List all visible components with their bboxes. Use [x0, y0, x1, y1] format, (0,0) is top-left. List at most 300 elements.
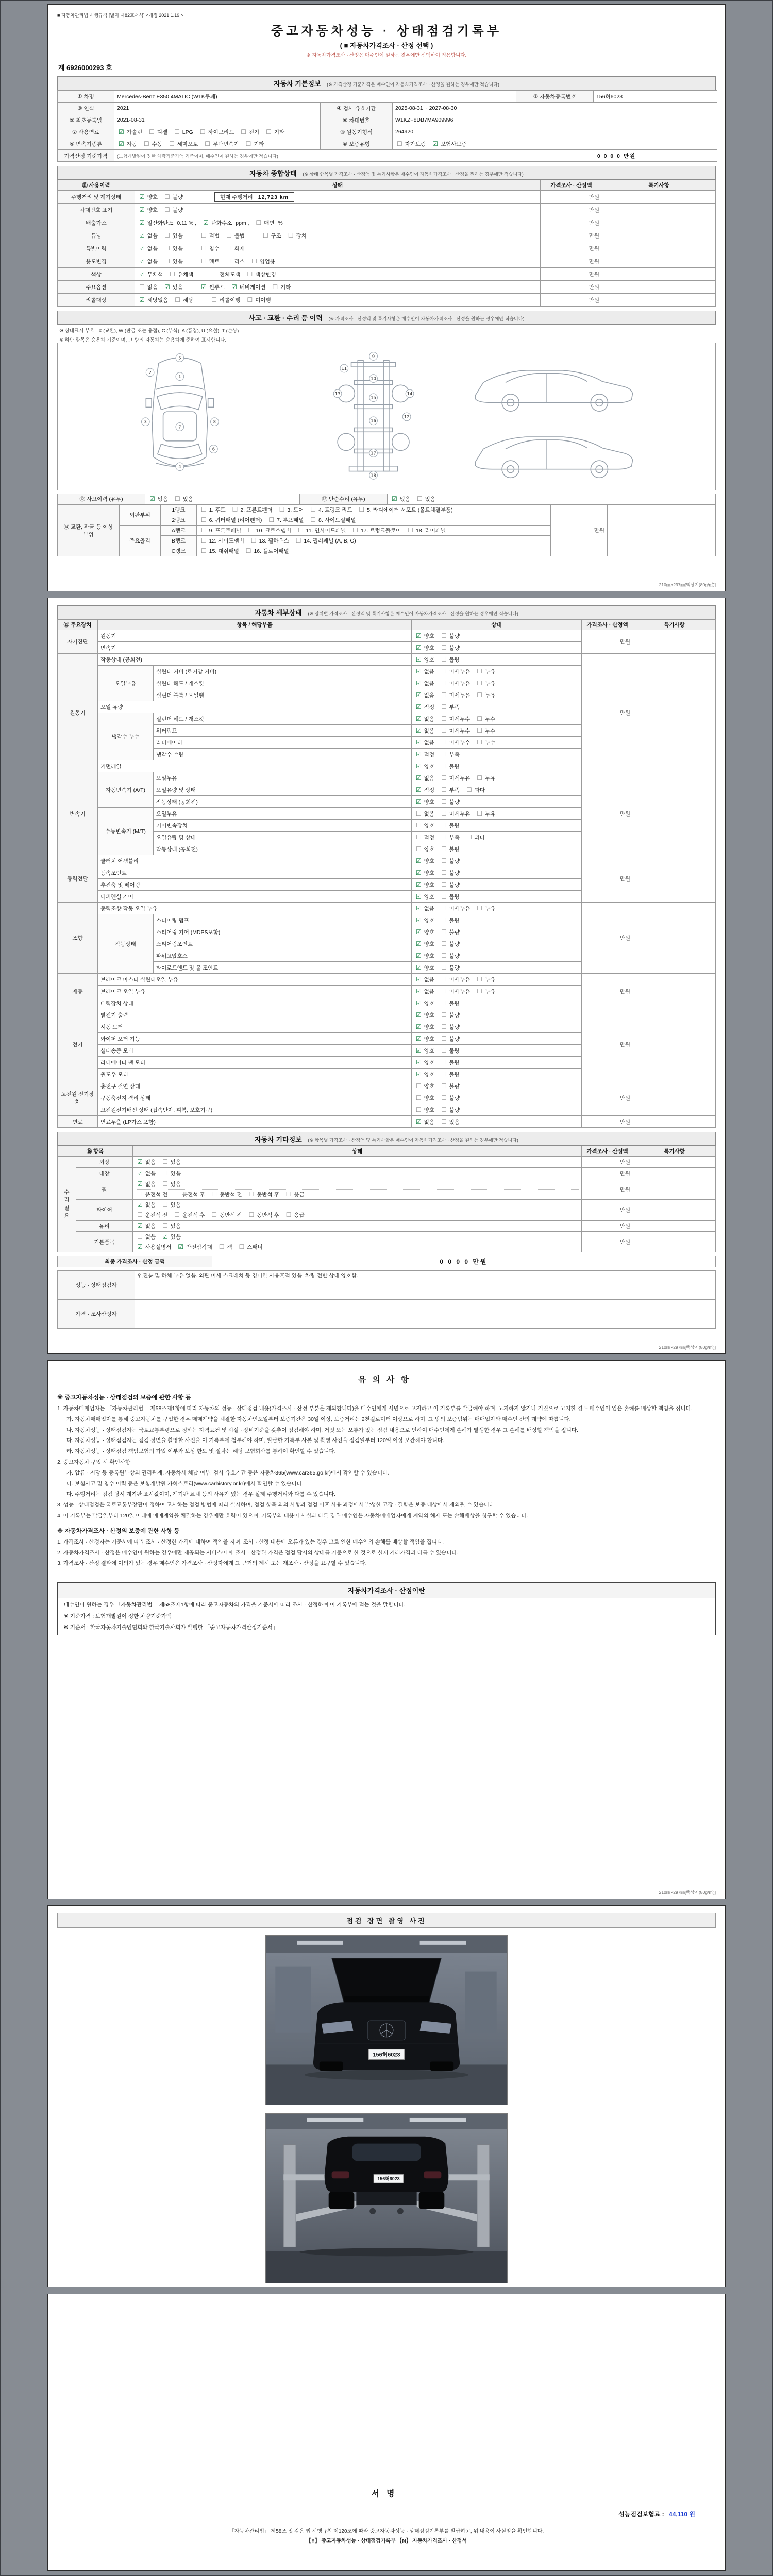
- etc-item-label: 유리: [76, 1221, 133, 1232]
- checkbox-option: ☐ 동반석 후: [248, 1211, 279, 1218]
- checkbox-checked-icon: ☑: [416, 892, 422, 900]
- overall-price-cell: 만원: [541, 191, 602, 204]
- checkbox-unchecked-icon: ☐: [477, 667, 483, 675]
- page-gap: [0, 591, 773, 598]
- overall-row-state: [135, 242, 541, 255]
- checkbox-unchecked-icon: ☐: [201, 547, 207, 554]
- checkbox-option: ☐ 응급: [285, 1211, 305, 1218]
- checkbox-unchecked-icon: ☐: [441, 667, 447, 675]
- detail-price-cell: 만원: [582, 903, 633, 974]
- final-price-table: [57, 1256, 716, 1267]
- checkbox-unchecked-icon: ☐: [174, 128, 180, 135]
- device-item-label: 추진축 및 베어링: [98, 879, 412, 891]
- detail-col-state: 상태: [412, 620, 582, 630]
- detail-remark-cell: [633, 630, 716, 654]
- checkbox-checked-icon: ☑: [416, 715, 422, 722]
- device-item-state: [412, 1045, 582, 1057]
- checkbox-unchecked-icon: ☐: [416, 821, 422, 829]
- page-2-detail: [47, 598, 726, 1354]
- checkbox-option: ☑ 없음: [392, 495, 410, 502]
- photo-section-title: 점검 장면 촬영 사진: [57, 1913, 716, 1928]
- price-assessor-label: 가격 · 조사산정자: [58, 1300, 135, 1329]
- checkbox-unchecked-icon: ☐: [241, 128, 246, 135]
- overall-row-state: [135, 191, 541, 204]
- base-price-value: 0 0 0 0 만원: [516, 150, 717, 162]
- checkbox-option: ☐ 불량: [441, 857, 460, 865]
- checkbox-unchecked-icon: ☐: [226, 231, 232, 239]
- device-item-state: [412, 701, 582, 713]
- checkbox-option: ☑ 없음: [139, 257, 158, 265]
- checkbox-unchecked-icon: ☐: [247, 296, 253, 303]
- overall-price-cell: 만원: [541, 204, 602, 216]
- notice-paragraph: 2. 중고자동차 구입 시 확인사항: [57, 1459, 131, 1465]
- etc-remark-cell: [633, 1179, 716, 1200]
- overall-remark-cell: [602, 294, 716, 307]
- device-item-label: 스티어링 펌프: [154, 914, 412, 926]
- device-group-label: 동력전달: [58, 855, 98, 903]
- checkbox-option: ☐ 있음: [162, 1222, 181, 1229]
- checkbox-unchecked-icon: ☐: [477, 904, 483, 912]
- checkbox-unchecked-icon: ☐: [164, 257, 170, 265]
- section-etc-note: (※ 항목별 가격조사 · 산정액 및 특기사항은 매수인이 자동차가격조사 · 산정을 원하는 경우에만 적습니다): [308, 1138, 518, 1143]
- device-item-state: [412, 630, 582, 642]
- detail-price-cell: 만원: [582, 772, 633, 855]
- checkbox-option: ☐ 동반석 전: [211, 1191, 242, 1198]
- detail-row: [58, 1116, 716, 1128]
- detail-row: [58, 654, 716, 666]
- device-item-state: [412, 962, 582, 974]
- etc-remark-cell: [633, 1157, 716, 1168]
- checkbox-option: ☐ 없음: [137, 1233, 156, 1240]
- pricing-definition-body: 매수인이 원하는 경우 「자동차관리법」 제58조제1항에 따라 중고자동차의 가격을 기준서에 따라 조사 · 산정하여 이 기록부에 적는 것을 말합니다.: [64, 1602, 406, 1608]
- checkbox-unchecked-icon: ☐: [466, 833, 472, 841]
- device-item-label: 실린더 헤드 / 개스킷: [154, 677, 412, 689]
- etc-item-state: [133, 1179, 582, 1200]
- checkbox-option: ☑ 자동: [119, 140, 137, 147]
- checkbox-checked-icon: ☑: [137, 1201, 143, 1208]
- device-item-state: [412, 760, 582, 772]
- checkbox-option: ☑ 없음: [139, 231, 158, 239]
- checkbox-unchecked-icon: ☐: [232, 506, 238, 513]
- checkbox-unchecked-icon: ☐: [201, 516, 207, 523]
- overall-price-cell: 만원: [541, 216, 602, 229]
- checkbox-option: ☑ 양호: [416, 643, 434, 651]
- checkbox-option: ☑ 적정: [416, 750, 434, 758]
- checkbox-option: ☐ 14. 필러패널 (A, B, C): [295, 537, 356, 544]
- checkbox-option: ☑ 없음: [137, 1180, 156, 1188]
- etc-price-cell: 만원: [582, 1232, 633, 1252]
- checkbox-checked-icon: ☑: [139, 244, 145, 252]
- checkbox-option: ☐ 응급: [285, 1191, 305, 1198]
- checkbox-option: ☐ 미세누유: [441, 904, 470, 912]
- document-subtitle: ( ■ 자동차가격조사 · 산정 선택 ): [340, 42, 433, 49]
- checkbox-unchecked-icon: ☐: [441, 643, 447, 651]
- detail-price-cell: 만원: [582, 1116, 633, 1128]
- etc-remark-cell: [633, 1200, 716, 1221]
- checkbox-checked-icon: ☑: [200, 283, 207, 291]
- checkbox-option: ☐ 불량: [441, 1106, 460, 1113]
- overall-remark-cell: [602, 204, 716, 216]
- checkbox-unchecked-icon: ☐: [239, 1243, 245, 1250]
- checkbox-option: ☐ 있음: [164, 257, 183, 265]
- device-item-state: [412, 997, 582, 1009]
- warranty-options: [393, 138, 717, 150]
- device-item-label: 오일누유: [154, 772, 412, 784]
- checkbox-option: ☑ 보험사보증: [432, 140, 467, 147]
- checkbox-option: ☐ 불량: [441, 1035, 460, 1042]
- detail-col-remark: 특기사항: [633, 620, 716, 630]
- checkbox-unchecked-icon: ☐: [477, 726, 483, 734]
- checkbox-option: ☐ 없음: [139, 283, 158, 291]
- checkbox-option: ☑ 양호: [416, 1011, 434, 1019]
- checkbox-unchecked-icon: ☐: [441, 1023, 447, 1030]
- checkbox-option: ☐ 하이브리드: [199, 128, 234, 135]
- checkbox-option: ☐ 11. 인사이드패널: [298, 527, 346, 534]
- overall-state-table: [57, 180, 716, 307]
- rank-label: 1랭크: [161, 505, 197, 515]
- device-item-state: [412, 938, 582, 950]
- device-item-state: [412, 879, 582, 891]
- device-item-state: [412, 914, 582, 926]
- checkbox-option: ☐ 전체도색: [211, 270, 241, 278]
- overall-row: [58, 242, 716, 255]
- detail-price-cell: 만원: [582, 630, 633, 654]
- checkbox-option: ☑ 양호: [416, 632, 434, 639]
- device-item-state: [412, 1092, 582, 1104]
- overall-row-label: 튜닝: [58, 229, 135, 242]
- checkbox-unchecked-icon: ☐: [441, 845, 447, 853]
- checkbox-option: ☐ 무단변속기: [205, 140, 239, 147]
- etc-item-label: 기본품목: [76, 1232, 133, 1252]
- checkbox-checked-icon: ☑: [139, 231, 145, 239]
- insurance-fee-line: [57, 2510, 695, 2518]
- performance-inspector-opinion: 엔진룸 및 하체 누유 없음. 외판 미세 스크래치 등 경미한 사용흔적 있음. 차량 전반 상태 양호함.: [135, 1271, 716, 1300]
- notice-paragraph: 나. 자동차성능 · 상태점검자는 국토교통부령으로 정하는 자격요건 및 시설 · 장비기준을 갖추어 점검해야 하며, 거짓 또는 오류가 있는 점검 내용으로 인하여 매수인에게 손해가 발생한 경우 그 손해를 배상할 책임을 집니다.: [66, 1427, 578, 1433]
- checkbox-option: ☑ 양호: [416, 1035, 434, 1042]
- checkbox-option: ☐ 적정: [416, 833, 434, 841]
- checkbox-checked-icon: ☑: [416, 691, 422, 699]
- device-item-state: [412, 1080, 582, 1092]
- device-item-label: 냉각수 수량: [154, 749, 412, 760]
- checkbox-option: ☐ 불량: [441, 821, 460, 829]
- device-item-state: [412, 725, 582, 737]
- device-group-label: 자기진단: [58, 630, 98, 654]
- checkbox-option: ☑ 양호: [416, 869, 434, 876]
- checkbox-option: ☑ 양호: [416, 916, 434, 924]
- panel-group-label: 외판부위: [120, 505, 161, 526]
- checkbox-unchecked-icon: ☐: [295, 537, 301, 544]
- checkbox-option: ☐ 부족: [441, 833, 460, 841]
- device-item-label: 브레이크 오일 누유: [98, 986, 412, 997]
- checkbox-option: ☐ 2. 프론트펜더: [232, 506, 273, 513]
- overall-row-label: 차대번호 표기: [58, 204, 135, 216]
- checkbox-checked-icon: ☑: [416, 1046, 422, 1054]
- etc-remark-cell: [633, 1221, 716, 1232]
- notice-title: 유의사항: [358, 1376, 415, 1384]
- detail-row: [58, 772, 716, 784]
- simple-repair-label: ⑬ 단순수리 (유무): [300, 494, 388, 504]
- detail-price-cell: 만원: [582, 974, 633, 1009]
- checkbox-option: ☑ 없음: [416, 726, 434, 734]
- checkbox-option: ☐ 매연 %: [256, 218, 283, 226]
- repair-needed-label: 수리필요: [58, 1157, 76, 1252]
- checkbox-option: ☑ 양호: [139, 206, 158, 213]
- checkbox-unchecked-icon: ☐: [441, 987, 447, 995]
- overall-row-label: 색상: [58, 268, 135, 281]
- checkbox-option: ☐ 구조: [262, 231, 281, 239]
- checkbox-unchecked-icon: ☐: [268, 516, 275, 523]
- etc-remark-cell: [633, 1232, 716, 1252]
- diagram-number-label: 14: [407, 391, 413, 396]
- checkbox-option: ☐ 양호: [416, 1094, 434, 1101]
- checkbox-checked-icon: ☑: [137, 1222, 143, 1229]
- device-item-label: 작동상태 (공회전): [154, 796, 412, 808]
- overall-row-label: 주요옵션: [58, 281, 135, 294]
- checkbox-option: ☐ 양호: [416, 821, 434, 829]
- overall-row: [58, 294, 716, 307]
- checkbox-option: ☐ 미세누유: [441, 975, 470, 983]
- diagram-number-label: 17: [371, 450, 376, 456]
- page-5-signature: [47, 2294, 726, 2571]
- checkbox-checked-icon: ☑: [416, 952, 422, 959]
- device-group-label: 연료: [58, 1116, 98, 1128]
- checkbox-option: ☐ 누유: [477, 975, 496, 983]
- page-gap: [0, 2287, 773, 2294]
- checkbox-unchecked-icon: ☐: [441, 963, 447, 971]
- price-assessor-opinion: [135, 1300, 716, 1329]
- checkbox-checked-icon: ☑: [164, 283, 170, 291]
- checkbox-unchecked-icon: ☐: [170, 270, 175, 278]
- checkbox-unchecked-icon: ☐: [262, 231, 268, 239]
- checkbox-checked-icon: ☑: [416, 738, 422, 746]
- checkbox-unchecked-icon: ☐: [226, 257, 232, 265]
- base-price-note: (보험개발원이 정한 차량기준가액 기준이며, 매수인이 원하는 경우에만 적습니다): [114, 150, 516, 162]
- diagram-number-label: 3: [144, 419, 147, 425]
- checkbox-unchecked-icon: ☐: [288, 231, 294, 239]
- checkbox-option: ☐ 렌트: [200, 257, 220, 265]
- checkbox-unchecked-icon: ☐: [441, 715, 447, 722]
- checkbox-option: ☐ 17. 트렁크플로어: [352, 527, 401, 534]
- overall-row-state: [135, 216, 541, 229]
- checkbox-unchecked-icon: ☐: [164, 206, 170, 213]
- device-item-state: [412, 737, 582, 749]
- checkbox-checked-icon: ☑: [203, 218, 209, 226]
- detail-row: [58, 630, 716, 642]
- checkbox-unchecked-icon: ☐: [200, 231, 207, 239]
- checkbox-unchecked-icon: ☐: [219, 1243, 225, 1250]
- diagram-number-label: 8: [213, 419, 216, 425]
- checkbox-checked-icon: ☑: [137, 1170, 143, 1177]
- overall-row: [58, 268, 716, 281]
- checkbox-option: ☐ 불량: [441, 999, 460, 1007]
- checkbox-option: ☑ 없음: [416, 679, 434, 687]
- checkbox-checked-icon: ☑: [416, 916, 422, 924]
- device-item-state: [412, 1057, 582, 1069]
- detail-row: [58, 974, 716, 986]
- checkbox-unchecked-icon: ☐: [162, 1222, 168, 1229]
- car-name-label: ① 차명: [58, 91, 114, 103]
- page-gap: [0, 1899, 773, 1905]
- checkbox-option: ☐ 9. 프론트패널: [201, 527, 242, 534]
- checkbox-option: ☐ 5. 라디에이터 서포트 (볼트체결부품): [359, 506, 453, 513]
- detail-col-price: 가격조사 · 산정액: [582, 620, 633, 630]
- etc-item-positions: [137, 1210, 579, 1219]
- checkbox-checked-icon: ☑: [119, 128, 124, 135]
- notice-paragraph: 가. 압류 · 저당 등 등록원부상의 권리관계, 자동차세 체납 여부, 검사 유효기간 등은 자동차365(www.car365.go.kr)에서 확인할 수 있습니다.: [66, 1469, 390, 1476]
- device-item-label: 오일 유량: [98, 701, 412, 713]
- device-item-state: [412, 713, 582, 725]
- checkbox-option: ☐ 있음: [162, 1201, 181, 1208]
- checkbox-unchecked-icon: ☐: [441, 857, 447, 865]
- checkbox-checked-icon: ☑: [416, 904, 422, 912]
- checkbox-unchecked-icon: ☐: [441, 1082, 447, 1090]
- checkbox-unchecked-icon: ☐: [441, 679, 447, 687]
- etc-item-positions: [137, 1189, 579, 1198]
- section-basic-title: 자동차 기본정보: [274, 80, 321, 88]
- checkbox-option: ☑ 있음: [164, 283, 183, 291]
- pricing-definition-line1: ※ 기준가격 : 보험개발원이 정한 차량기준가액: [64, 1613, 172, 1619]
- checkbox-option: ☐ 13. 휠하우스: [250, 537, 289, 544]
- checkbox-option: ☑ 없음: [137, 1170, 156, 1177]
- checkbox-unchecked-icon: ☐: [477, 987, 483, 995]
- rear-license-plate: 156허6023: [377, 2176, 400, 2182]
- detail-remark-cell: [633, 1116, 716, 1128]
- checkbox-option: ☐ 누수: [477, 715, 496, 722]
- page-size-note: 210㎜×297㎜[백상지(80g/㎡)]: [659, 582, 716, 587]
- checkbox-option: ☑ 양호: [416, 1058, 434, 1066]
- checkbox-option: ☑ 없음: [416, 691, 434, 699]
- diagram-number-label: 7: [178, 424, 181, 430]
- etc-item-label: 외장: [76, 1157, 133, 1168]
- detail-remark-cell: [633, 974, 716, 1009]
- etc-item-state: [133, 1157, 582, 1168]
- checkbox-unchecked-icon: ☐: [200, 257, 207, 265]
- device-item-state: [412, 820, 582, 832]
- checkbox-option: ☐ 누유: [477, 774, 496, 782]
- checkbox-option: ☐ 동반석 후: [248, 1191, 279, 1198]
- checkbox-checked-icon: ☑: [432, 140, 439, 147]
- etc-row: [58, 1232, 716, 1252]
- section-overall-title: 자동차 종합상태: [249, 170, 297, 177]
- year-value: 2021: [114, 103, 321, 114]
- overall-row-label: 배출가스: [58, 216, 135, 229]
- pricing-definition-line2: ※ 기준서 : 한국자동차기술인협회와 한국기술사회가 발행한 「중고자동차가격산정기준서」: [64, 1624, 278, 1631]
- checkbox-option: ☐ 불량: [441, 952, 460, 959]
- etc-price-cell: 만원: [582, 1179, 633, 1200]
- checkbox-unchecked-icon: ☐: [211, 1211, 217, 1218]
- checkbox-option: ☐ 불량: [441, 940, 460, 947]
- checkbox-option: ☑ 탄화수소 ppm ,: [203, 218, 249, 226]
- detail-price-cell: 만원: [582, 654, 633, 772]
- checkbox-unchecked-icon: ☐: [310, 516, 316, 523]
- device-item-label: 스티어링조인트: [154, 938, 412, 950]
- device-item-state: [412, 689, 582, 701]
- checkbox-option: ☐ 미세누유: [441, 691, 470, 699]
- device-item-state: [412, 749, 582, 760]
- etc-col-item: ⑯ 항목: [58, 1146, 133, 1157]
- device-item-label: 타이로드엔드 및 볼 조인트: [154, 962, 412, 974]
- car-sideview-left-diagram: [475, 370, 632, 411]
- section-accident-header: [57, 311, 716, 325]
- overall-row-state: [135, 229, 541, 242]
- device-item-label: 충전구 절연 상태: [98, 1080, 412, 1092]
- detail-state-table: [57, 619, 716, 1128]
- etc-row: [58, 1157, 716, 1168]
- overall-row: [58, 281, 716, 294]
- checkbox-unchecked-icon: ☐: [441, 1058, 447, 1066]
- checkbox-option: ☑ 양호: [416, 1046, 434, 1054]
- form-reference: ■ 자동차관리법 시행규칙 [별지 제82호서식] <개정 2021.1.19.>: [57, 13, 183, 18]
- checkbox-checked-icon: ☑: [416, 762, 422, 770]
- device-item-state: [412, 1104, 582, 1116]
- device-item-state: [412, 642, 582, 654]
- exchange-remark-cell: [608, 505, 716, 556]
- checkbox-checked-icon: ☑: [416, 963, 422, 971]
- checkbox-unchecked-icon: ☐: [149, 128, 155, 135]
- checkbox-option: ☑ 없음: [416, 975, 434, 983]
- transmission-label: ⑨ 변속기종류: [58, 138, 114, 150]
- overall-remark-cell: [602, 281, 716, 294]
- checkbox-unchecked-icon: ☐: [416, 495, 423, 502]
- checkbox-unchecked-icon: ☐: [416, 845, 422, 853]
- checkbox-option: ☐ 불량: [441, 643, 460, 651]
- notice-section1-body: [57, 1404, 716, 1520]
- etc-price-cell: 만원: [582, 1168, 633, 1179]
- checkbox-option: ☑ 없음: [139, 244, 158, 252]
- checkbox-checked-icon: ☑: [162, 1233, 168, 1240]
- device-item-label: 연료누출 (LP가스 포함): [98, 1116, 412, 1128]
- checkbox-checked-icon: ☑: [137, 1243, 143, 1250]
- checkbox-unchecked-icon: ☐: [441, 703, 447, 710]
- device-item-state: [412, 855, 582, 867]
- checkbox-checked-icon: ☑: [231, 283, 237, 291]
- overall-col-state: 상태: [135, 180, 541, 191]
- overall-row: [58, 191, 716, 204]
- base-price-label: 가격산정 기준가격: [58, 150, 114, 162]
- device-item-label: 워터펌프: [154, 725, 412, 737]
- photo-underbody: [265, 2113, 508, 2283]
- simple-repair-options: [388, 494, 716, 504]
- etc-item-label: 타이어: [76, 1200, 133, 1221]
- device-item-state: [412, 903, 582, 914]
- checkbox-option: ☐ 누유: [477, 809, 496, 817]
- device-subgroup-label: 냉각수 누수: [98, 713, 154, 760]
- checkbox-unchecked-icon: ☐: [256, 218, 262, 226]
- checkbox-unchecked-icon: ☐: [441, 762, 447, 770]
- diagram-number-label: 13: [334, 391, 341, 396]
- rank-parts: [197, 515, 551, 526]
- checkbox-checked-icon: ☑: [119, 140, 124, 147]
- car-diagram-area: [57, 343, 716, 490]
- checkbox-option: ☐ 불량: [441, 1023, 460, 1030]
- checkbox-option: ☐ 과다: [466, 786, 485, 793]
- checkbox-unchecked-icon: ☐: [477, 679, 483, 687]
- checkbox-option: ☑ 적정: [416, 786, 434, 793]
- checkbox-unchecked-icon: ☐: [441, 798, 447, 805]
- checkbox-unchecked-icon: ☐: [477, 691, 483, 699]
- checkbox-option: ☑ 양호: [416, 762, 434, 770]
- notice-paragraph: 가. 자동차매매업자를 통해 중고자동차를 구입한 경우 매매계약을 체결한 자동차인도일부터 보증기간은 30일 이상, 보증거리는 2천킬로미터 이상으로 하며, 그 밖의 보증범위는 매매업자와 매수인 간의 계약에 따릅니다.: [66, 1416, 571, 1422]
- checkbox-option: ☐ 스패너: [239, 1243, 263, 1250]
- exchange-rank-row: [58, 505, 716, 515]
- checkbox-option: ☐ 불량: [441, 928, 460, 936]
- device-item-state: [412, 1116, 582, 1128]
- pricing-definition-box: [57, 1582, 716, 1635]
- checkbox-option: ☐ 불량: [441, 916, 460, 924]
- checkbox-unchecked-icon: ☐: [226, 244, 232, 252]
- device-item-label: 동력조향 작동 오일 누유: [98, 903, 412, 914]
- checkbox-option: ☐ 과다: [466, 833, 485, 841]
